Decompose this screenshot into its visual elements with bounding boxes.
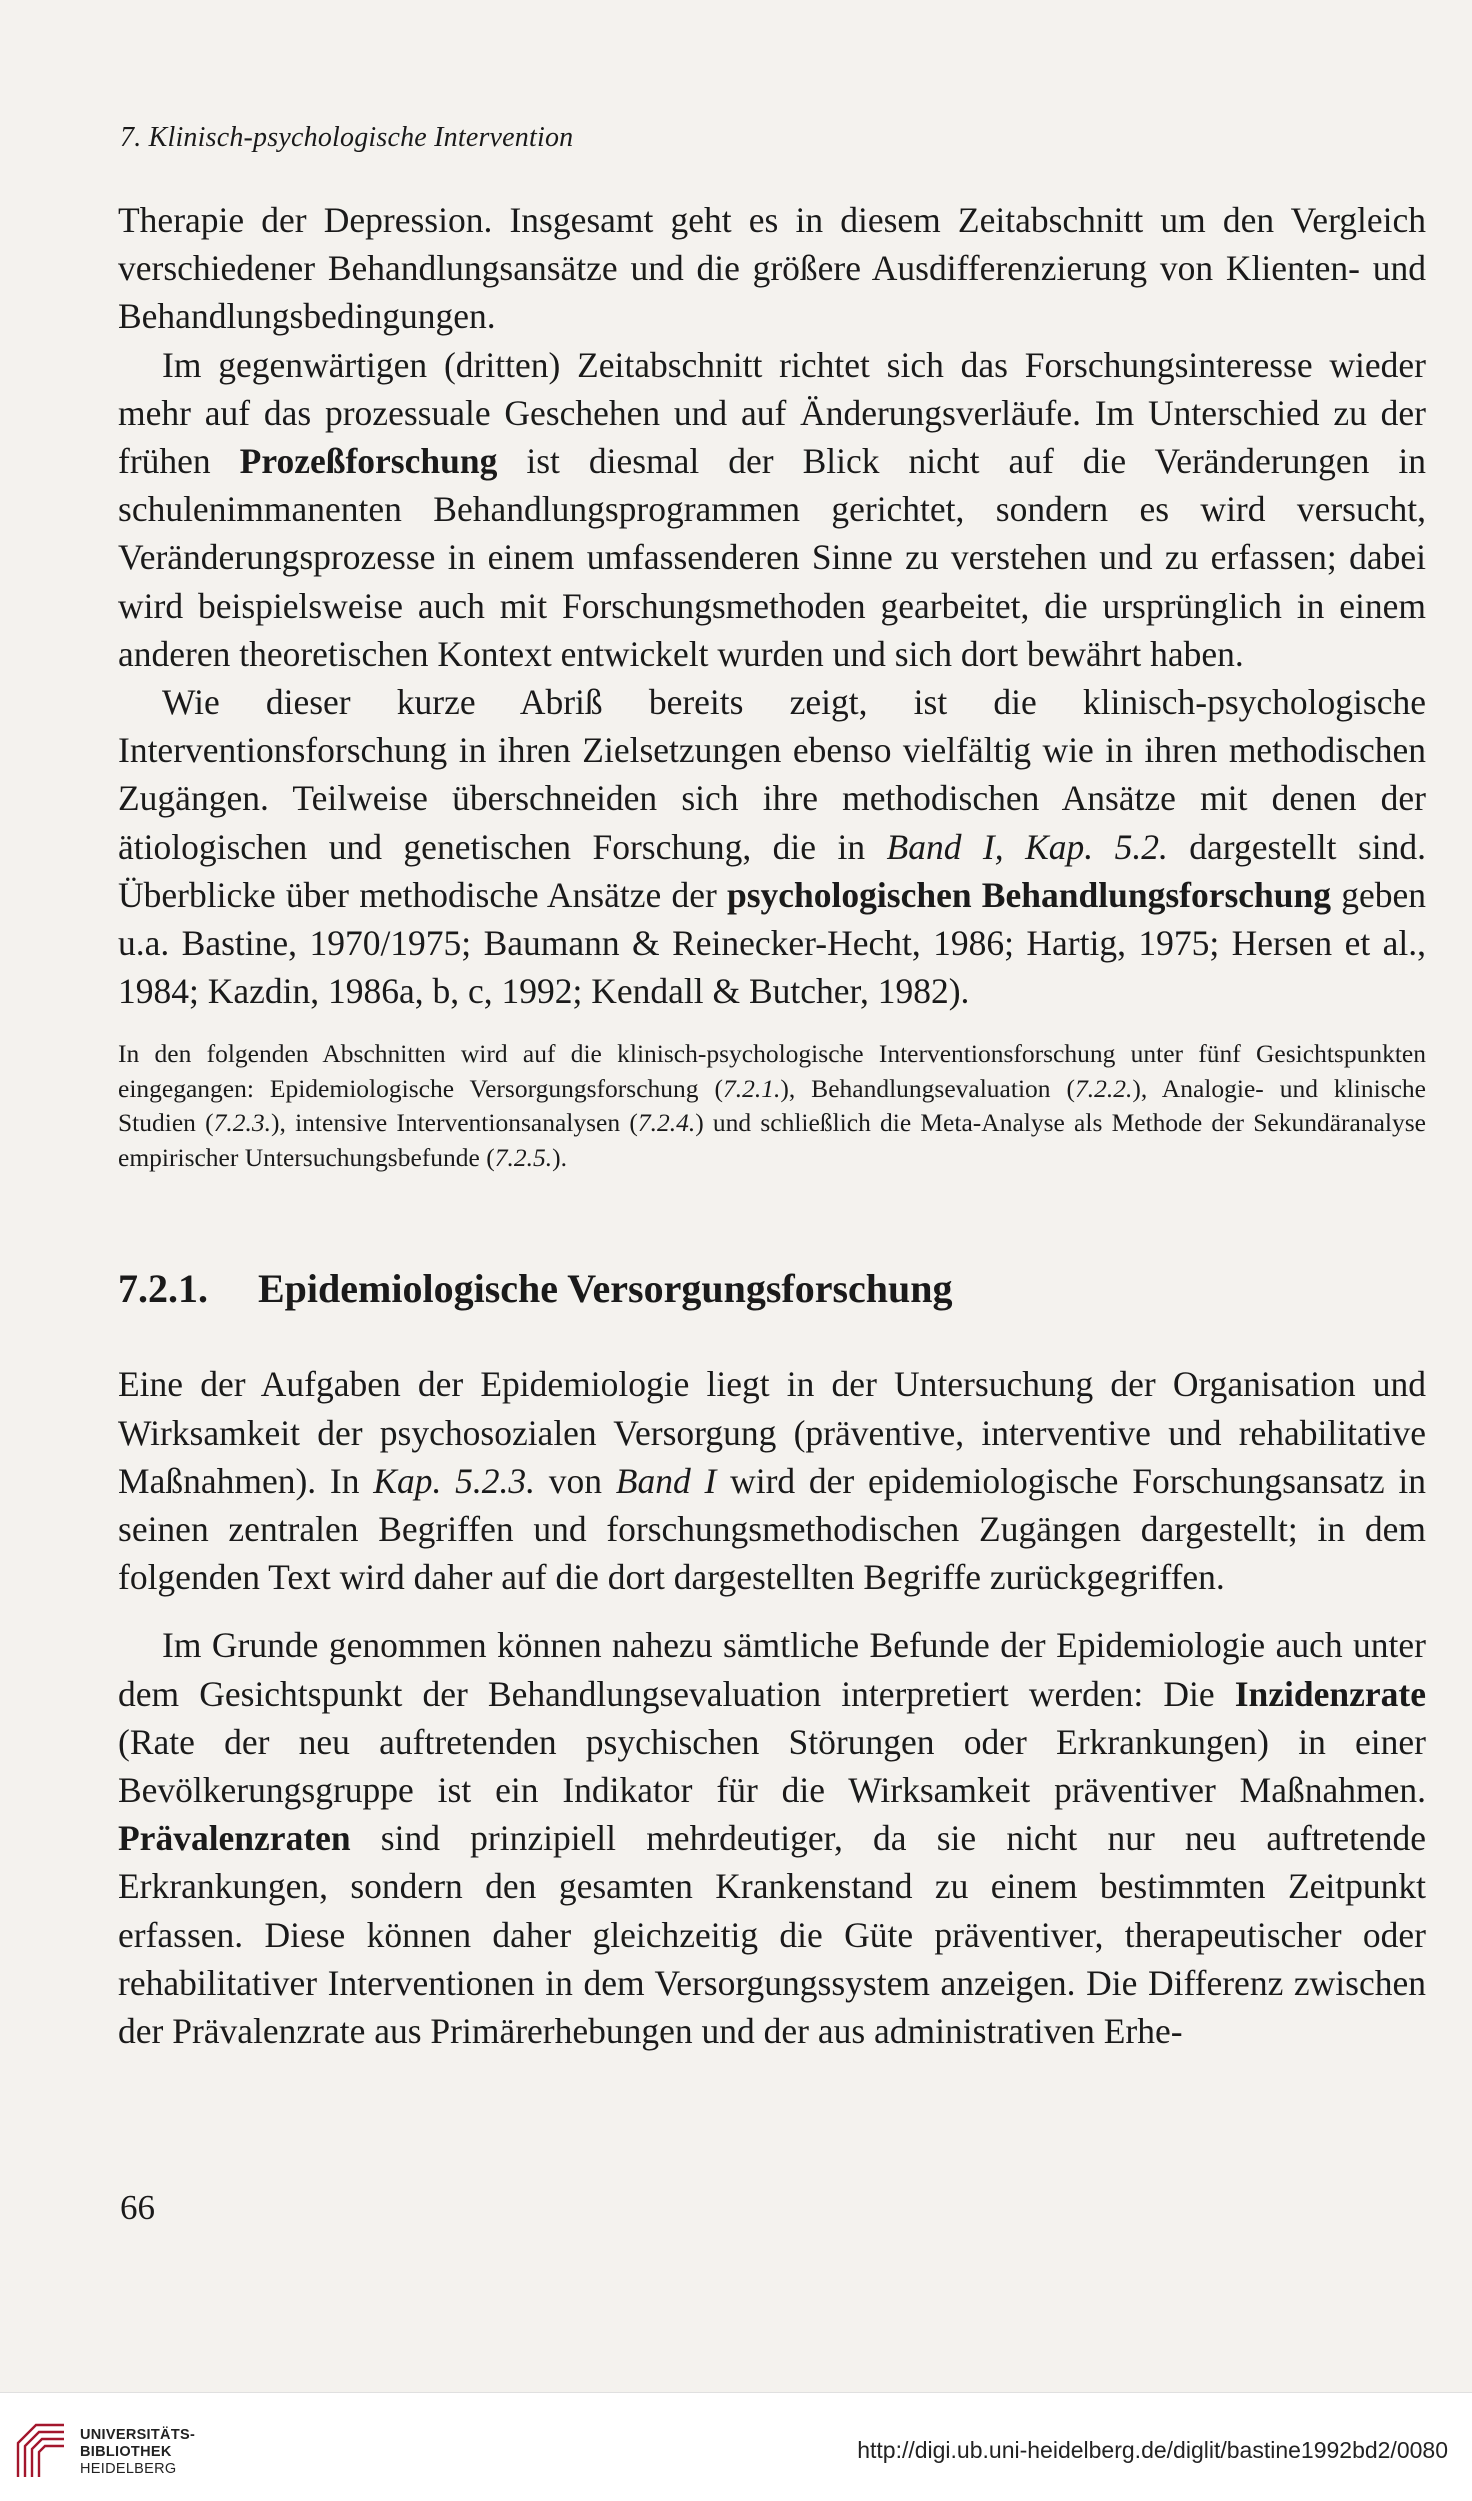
viewer-footer [0, 2392, 1472, 2501]
bold-term-behandlungsforschung: psychologischen Behandlungsforschung [726, 874, 1332, 915]
text-run: Eine der Aufgaben der Epidemiologie liegt in der Untersuchung der Organisation und Wirksamkeit der psychosozialen Versorgung (präventive, interventive und rehabilitative Maßnahmen). In [118, 1364, 1426, 1501]
paragraph-3 [118, 678, 1426, 1015]
section-paragraph-1 [118, 1360, 1426, 1601]
library-line-3: HEIDELBERG [80, 2461, 177, 2477]
library-name[interactable] [80, 2427, 195, 2478]
text-run: wird der epidemiologische Forschungsansatz in seinen zentralen Begriffen und forschungsmethodischen Zugängen dargestellt; in dem folgenden Text wird daher auf die dort dargestellten Begriffe zurückgegriffen. [118, 1460, 1426, 1598]
bold-term-inzidenzrate: Inzidenzrate [1234, 1673, 1426, 1714]
running-head: 7. Klinisch-psychologische Intervention [120, 122, 574, 153]
text-run: In den folgenden Abschnitten wird auf die klinisch-psychologische Interventionsforschung unter fünf Gesichtspunkten eingegangen: Epidemiologische Versorgungsforschung ( [118, 1039, 1426, 1103]
text-run: (Rate der neu auftretenden psychischen Störungen oder Erkrankungen) in einer Bevölkerungsgruppe ist ein Indikator für die Wirksamkeit präventiver Maßnahmen. [118, 1721, 1426, 1811]
section-reference: 7.2.5. [494, 1142, 553, 1172]
bold-term-prozessforschung: Prozeßforschung [239, 441, 498, 482]
section-reference: 7.2.4. [637, 1108, 696, 1138]
cross-reference: Kap. 5.2.3. [373, 1460, 535, 1501]
permalink-url[interactable]: http://digi.ub.uni-heidelberg.de/diglit/bastine1992bd2/0080 [857, 2437, 1448, 2463]
text-run: geben u.a. Bastine, 1970/1975; Baumann & Reinecker-Hecht, 1986; Hartig, 1975; Hersen et al., 1984; Kazdin, 1986a, b, c, 1992; Kendall & Butcher, 1982). [118, 874, 1426, 1012]
text-run: ) und schließlich die Meta-Analyse als Methode der Sekundäranalyse empirischer Untersuchungsbefunde ( [118, 1108, 1426, 1172]
text-run: Im Grunde genommen können nahezu sämtliche Befunde der Epidemiologie auch unter dem Gesichtspunkt der Behandlungsevaluation interpretiert werden: Die [118, 1625, 1426, 1714]
cross-reference: Band I [615, 1460, 717, 1501]
section-paragraph-2 [118, 1621, 1426, 2055]
paragraph-1: Therapie der Depression. Insgesamt geht es in diesem Zeitabschnitt um den Vergleich verschiedener Behandlungsansätze und die größere Ausdifferenzierung von Klienten- und Behandlungsbedingungen. [118, 200, 1426, 337]
section-heading [118, 1265, 1426, 1312]
text-run: ). [552, 1142, 567, 1172]
text-block [118, 196, 1426, 2055]
section-reference: 7.2.3. [213, 1108, 271, 1138]
section-reference: 7.2.1. [722, 1073, 781, 1103]
section-reference: 7.2.2. [1075, 1073, 1133, 1103]
text-run: dargestellt sind. Überblicke über methodische Ansätze der [118, 826, 1426, 915]
cross-reference: Band I, Kap. 5.2. [886, 826, 1168, 867]
text-run: Im gegenwärtigen (dritten) Zeitabschnitt richtet sich das Forschungsinteresse wieder mehr auf das prozessuale Geschehen und auf Änderungsverläufe. Im Unterschied zu der frühen [118, 344, 1426, 482]
text-run: ), Analogie- und klinische Studien ( [118, 1073, 1426, 1138]
overview-note [118, 1037, 1426, 1175]
page-number: 66 [120, 2188, 155, 2227]
text-run: ), intensive Interventionsanalysen ( [271, 1108, 638, 1138]
text-run: von [534, 1460, 616, 1501]
section-number: 7.2.1. [118, 1266, 208, 1312]
text-run: Wie dieser kurze Abriß bereits zeigt, ist die klinisch-psychologische Interventionsforschung in ihren Zielsetzungen ebenso vielfältig wie in ihren methodischen Zugängen. Teilweise überschneiden sich ihre methodischen Ansätze mit denen der ätiologischen und genetischen Forschung, die in [118, 682, 1426, 867]
text-run: ist diesmal der Blick nicht auf die Veränderungen in schulenimmanenten Behandlungsprogrammen gerichtet, sondern es wird versucht, Veränderungsprozesse in einem umfassenderen Sinne zu verstehen und zu erfassen; dabei wird beispielsweise auch mit Forschungsmethoden gearbeitet, die ursprünglich in einem anderen theoretischen Kontext entwickelt wurden und sich dort bewährt haben. [118, 441, 1426, 674]
library-line-1: UNIVERSITÄTS- [80, 2427, 196, 2443]
text-run: sind prinzipiell mehrdeutiger, da sie nicht nur neu auftretende Erkrankungen, sondern den gesamten Krankenstand zu einem bestimmten Zeitpunkt erfassen. Diese können daher gleichzeitig die Güte präventiver, therapeutischer oder rehabilitativer Interventionen in dem Versorgungssystem anzeigen. Die Differenz zwischen der Prävalenzrate aus Primärerhebungen und der aus administrativen Erhe- [118, 1818, 1426, 2052]
library-line-2: BIBLIOTHEK [80, 2444, 172, 2460]
paragraph-2 [118, 341, 1426, 678]
section-title: Epidemiologische Versorgungsforschung [258, 1266, 953, 1312]
bold-term-praevalenzraten: Prävalenzraten [118, 1818, 351, 1859]
text-run: ), Behandlungsevaluation ( [780, 1073, 1075, 1103]
library-logo-icon[interactable] [14, 2421, 68, 2479]
